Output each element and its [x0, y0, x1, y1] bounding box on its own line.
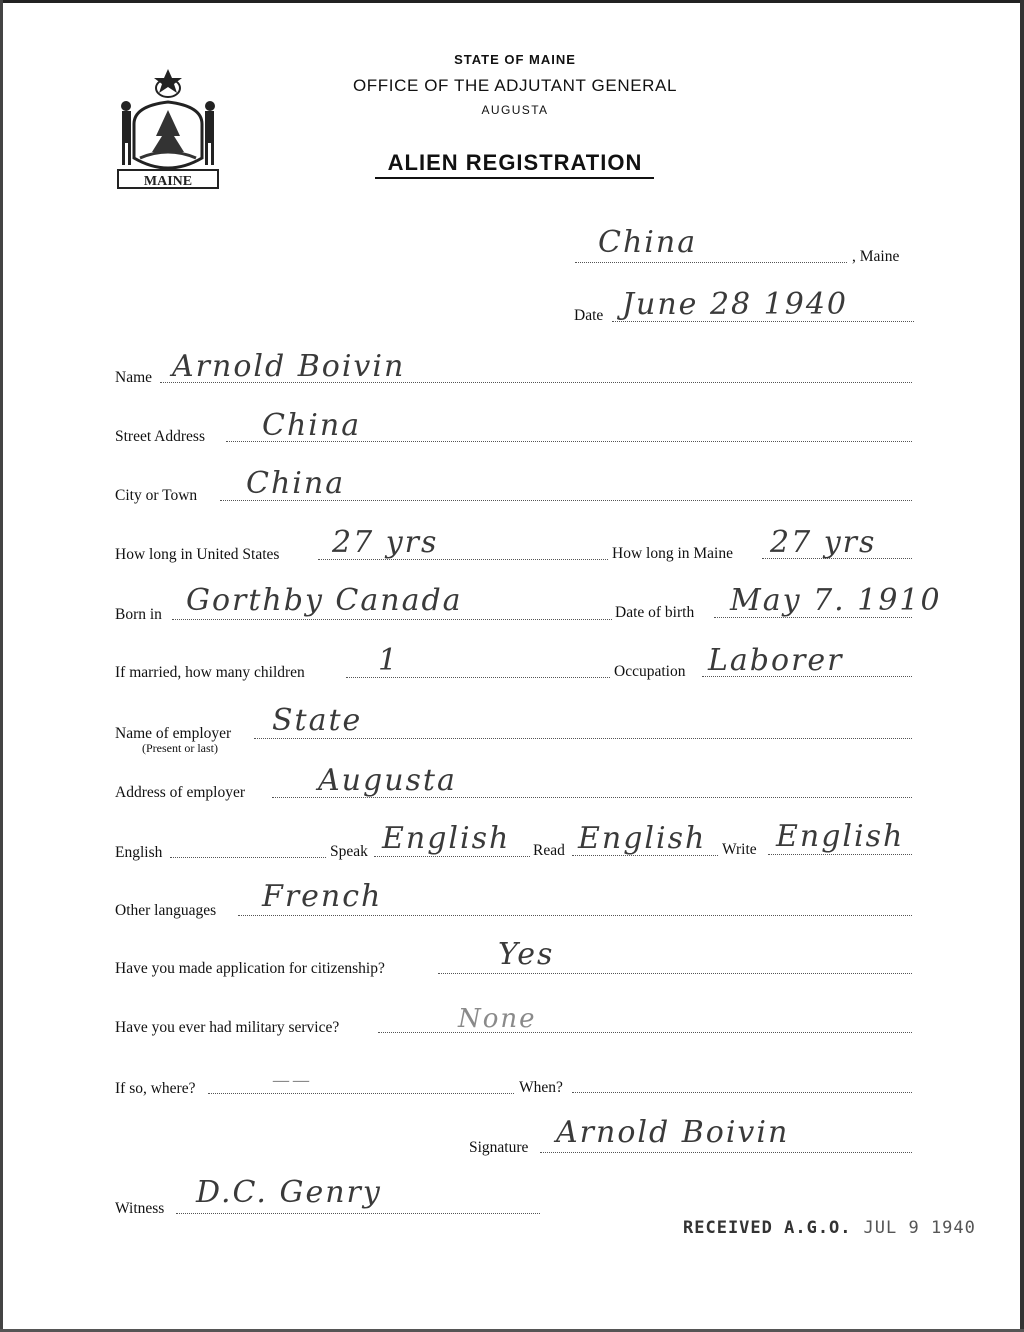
city-label: City or Town	[115, 487, 198, 504]
date-value[interactable]: June 28 1940	[622, 287, 849, 322]
title-underline	[375, 177, 654, 179]
scan-edge-left	[0, 0, 3, 1332]
speak-line	[374, 856, 530, 857]
other-languages-value[interactable]: French	[262, 879, 383, 914]
dob-label: Date of birth	[615, 604, 695, 621]
dob-value[interactable]: May 7. 1910	[730, 583, 942, 618]
street-address-value[interactable]: China	[262, 408, 362, 443]
speak-value[interactable]: English	[382, 821, 511, 856]
other-languages-label: Other languages	[115, 902, 217, 919]
citizenship-line	[438, 973, 912, 974]
citizenship-label: Have you made application for citizenship?	[115, 960, 385, 977]
employer-address-label: Address of employer	[115, 784, 245, 801]
employer-name-line	[254, 738, 912, 739]
military-label: Have you ever had military service?	[115, 1019, 340, 1036]
location-value[interactable]: China	[598, 225, 698, 260]
received-stamp	[683, 1218, 976, 1238]
children-label: If married, how many children	[115, 664, 305, 681]
military-value[interactable]: None	[458, 1004, 537, 1034]
city-value[interactable]: China	[246, 466, 346, 501]
where-label: If so, where?	[115, 1080, 196, 1097]
signature-line	[540, 1152, 912, 1153]
years-us-label: How long in United States	[115, 546, 280, 563]
years-us-value[interactable]: 27 yrs	[332, 525, 439, 560]
state-seal-icon	[112, 66, 224, 192]
occupation-label: Occupation	[614, 663, 686, 680]
born-in-line	[172, 619, 612, 620]
english-label: English	[115, 844, 163, 861]
speak-label: Speak	[330, 843, 368, 860]
citizenship-value[interactable]: Yes	[498, 937, 555, 972]
employer-name-label: Name of employer	[115, 725, 232, 742]
read-label: Read	[533, 842, 565, 859]
english-line	[170, 857, 326, 858]
header-office: OFFICE OF THE ADJUTANT GENERAL	[352, 76, 678, 95]
witness-label: Witness	[115, 1200, 165, 1217]
scan-edge-top	[0, 0, 1024, 3]
seal-text: MAINE	[143, 174, 193, 189]
write-line	[768, 854, 912, 855]
received-stamp-date: JUL 9 1940	[863, 1218, 976, 1238]
employer-name-value[interactable]: State	[272, 703, 363, 738]
location-suffix: , Maine	[852, 248, 900, 265]
header-city: AUGUSTA	[481, 103, 549, 117]
when-label: When?	[519, 1079, 563, 1096]
read-value[interactable]: English	[578, 821, 707, 856]
scan-edge-right	[1020, 0, 1024, 1332]
header-state: STATE OF MAINE	[454, 52, 576, 67]
when-line	[572, 1092, 912, 1093]
witness-line	[176, 1213, 540, 1214]
children-value[interactable]: 1	[378, 643, 400, 678]
occupation-value[interactable]: Laborer	[708, 643, 844, 678]
employer-name-sublabel: (Present or last)	[142, 741, 218, 755]
other-languages-line	[238, 915, 912, 916]
date-label: Date	[574, 307, 604, 324]
name-value[interactable]: Arnold Boivin	[172, 349, 406, 384]
born-in-value[interactable]: Gorthby Canada	[186, 583, 463, 618]
street-address-label: Street Address	[115, 428, 205, 445]
form-title: ALIEN REGISTRATION	[387, 150, 643, 175]
years-maine-value[interactable]: 27 yrs	[770, 525, 877, 560]
born-in-label: Born in	[115, 606, 162, 623]
write-value[interactable]: English	[776, 819, 905, 854]
received-stamp-label: RECEIVED A.G.O.	[683, 1218, 852, 1238]
write-label: Write	[722, 841, 757, 858]
name-label: Name	[115, 369, 153, 386]
witness-value[interactable]: D.C. Genry	[196, 1175, 382, 1210]
employer-address-value[interactable]: Augusta	[318, 763, 457, 798]
where-line	[208, 1093, 514, 1094]
signature-value[interactable]: Arnold Boivin	[556, 1115, 790, 1150]
where-value[interactable]: ——	[272, 1070, 312, 1091]
location-line	[575, 262, 847, 263]
signature-label: Signature	[469, 1139, 529, 1156]
years-maine-label: How long in Maine	[612, 545, 733, 562]
